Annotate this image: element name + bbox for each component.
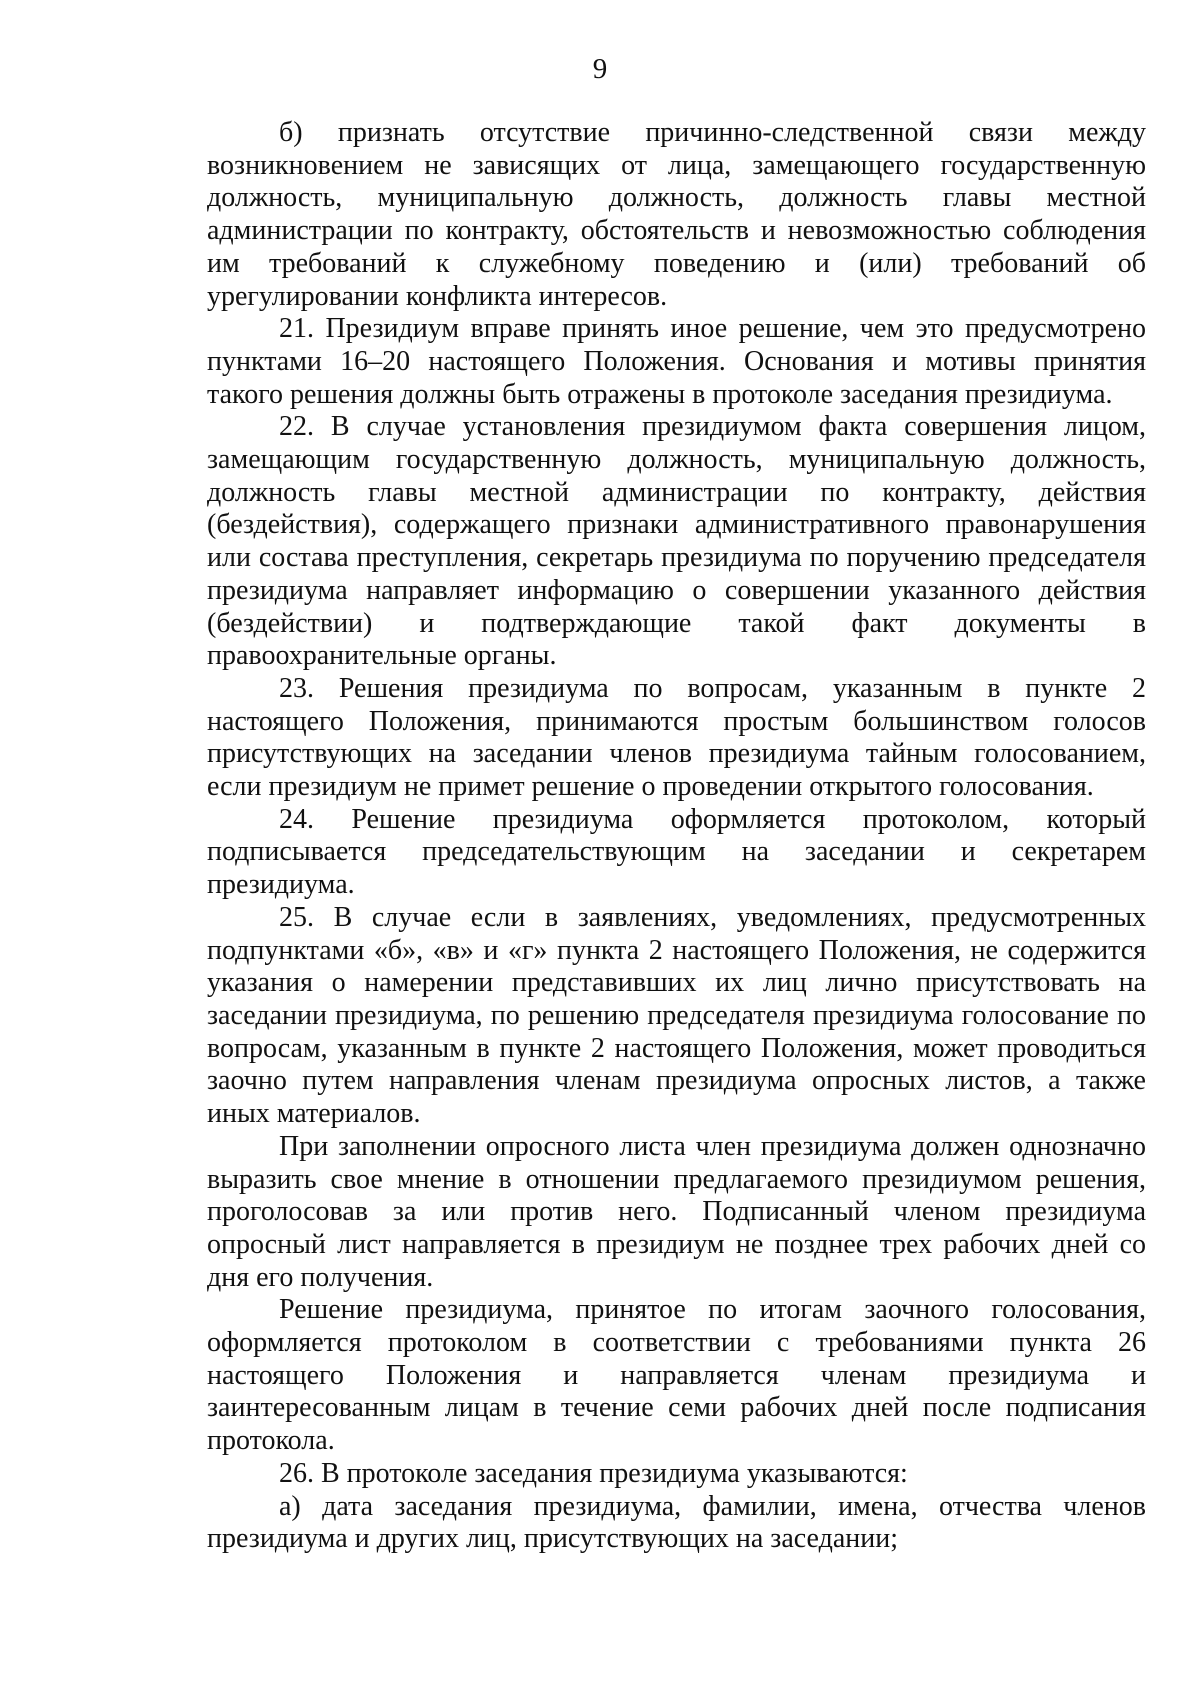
paragraph-26-a: а) дата заседания президиума, фамилии, имена, отчества членов президиума и других лиц, присутствующих на заседании; xyxy=(207,1490,1146,1555)
paragraph-24: 24. Решение президиума оформляется протоколом, который подписывается председательствующим на заседании и секретарем президиума. xyxy=(207,803,1146,901)
paragraph-questionnaire: При заполнении опросного листа член президиума должен однозначно выразить свое мнение в отношении предлагаемого президиумом решения, проголосовав за или против него. Подписанный членом президиума опросный лист направляется в президиум не позднее трех рабочих дней со дня его получения. xyxy=(207,1130,1146,1293)
paragraph-23: 23. Решения президиума по вопросам, указанным в пункте 2 настоящего Положения, принимаются простым большинством голосов присутствующих на заседании членов президиума тайным голосованием, если президиум не примет решение о проведении открытого голосования. xyxy=(207,672,1146,803)
paragraph-25: 25. В случае если в заявлениях, уведомлениях, предусмотренных подпунктами «б», «в» и «г» пункта 2 настоящего Положения, не содержится указания о намерении представивших их лиц лично присутствовать на заседании президиума, по решению председателя президиума голосование по вопросам, указанным в пункте 2 настоящего Положения, может проводиться заочно путем направления членам президиума опросных листов, а также иных материалов. xyxy=(207,901,1146,1130)
paragraph-b-item: б) признать отсутствие причинно-следственной связи между возникновением не зависящих от лица, замещающего государственную должность, муниципальную должность, должность главы местной администрации по контракту, обстоятельств и невозможностью соблюдения им требований к служебному поведению и (или) требований об урегулировании конфликта интересов. xyxy=(207,117,1146,312)
paragraph-21: 21. Президиум вправе принять иное решение, чем это предусмотрено пунктами 16–20 настоящего Положения. Основания и мотивы принятия такого решения должны быть отражены в протоколе заседания президиума. xyxy=(207,313,1146,410)
paragraph-26: 26. В протоколе заседания президиума указываются: xyxy=(279,1457,908,1489)
paragraph-22: 22. В случае установления президиумом факта совершения лицом, замещающим государственную должность, муниципальную должность, должность главы местной администрации по контракту, действия (бездействия), содержащего признаки административного правонарушения или состава преступления, секретарь президиума по поручению председателя президиума направляет информацию о совершении указанного действия (бездействии) и подтверждающие такой факт документы в правоохранительные органы. xyxy=(207,411,1146,672)
page-number: 9 xyxy=(592,53,608,85)
document-body xyxy=(207,117,1146,1556)
paragraph-absentee-decision: Решение президиума, принятое по итогам заочного голосования, оформляется протоколом в соответствии с требованиями пункта 26 настоящего Положения и направляется членам президиума и заинтересованным лицам в течение семи рабочих дней после подписания протокола. xyxy=(207,1294,1146,1457)
